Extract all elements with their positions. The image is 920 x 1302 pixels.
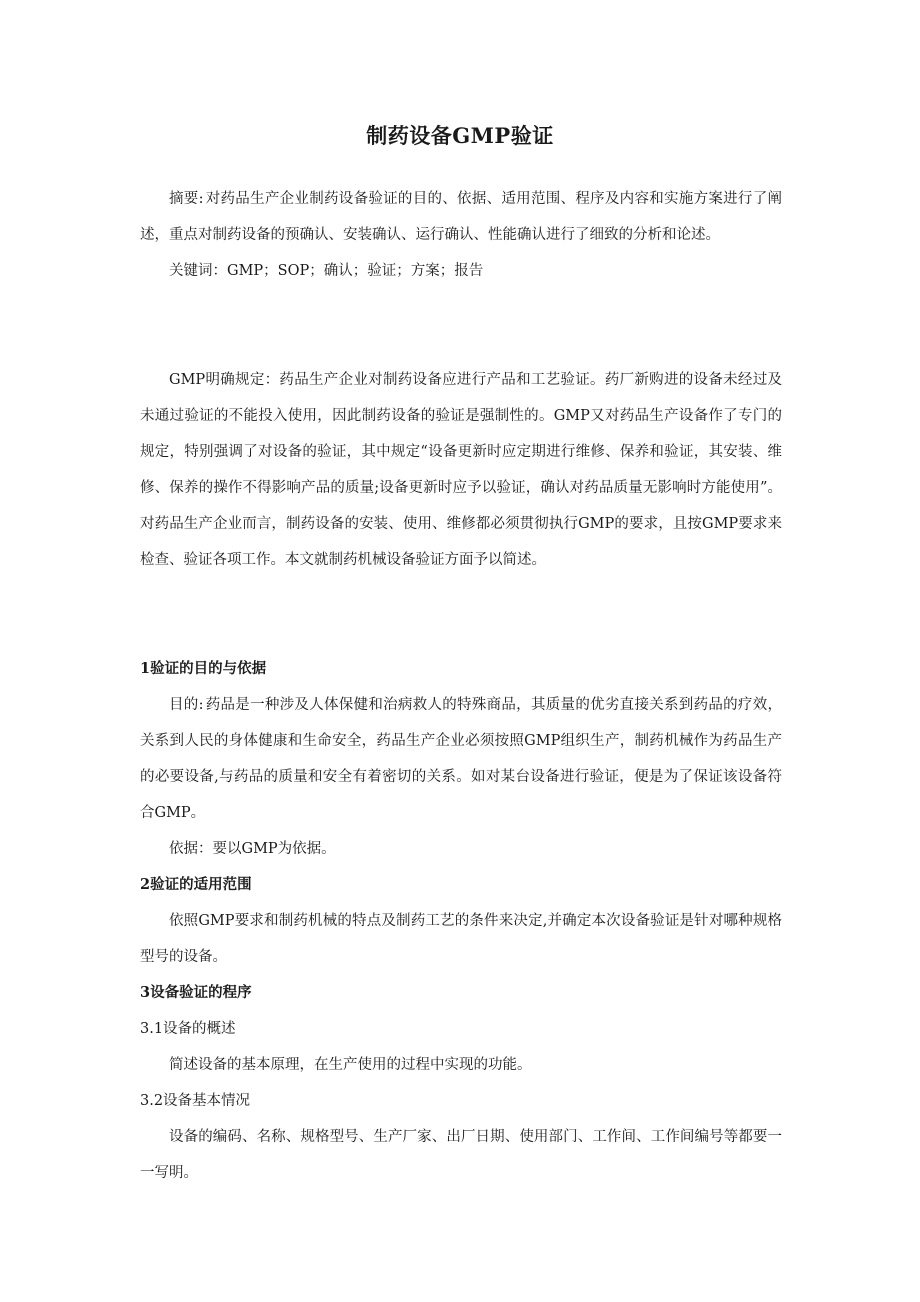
keywords-paragraph: 关键词：GMP；SOP；确认；验证；方案；报告 <box>169 263 484 279</box>
section-2-heading: 2验证的适用范围 <box>140 876 252 893</box>
section-3-1-heading: 3.1设备的概述 <box>140 1021 236 1037</box>
section-3-heading: 3设备验证的程序 <box>140 984 252 1001</box>
section-3-2-heading: 3.2设备基本情况 <box>140 1093 251 1109</box>
section-1-heading: 1验证的目的与依据 <box>140 660 267 677</box>
intro-block <box>140 362 782 578</box>
basic-info-paragraph: 设备的编码、名称、规格型号、生产厂家、出厂日期、使用部门、工作间、工作间编号等都要一一写明。 <box>140 1129 782 1181</box>
abstract-block <box>140 181 782 289</box>
intro-paragraph: GMP明确规定：药品生产企业对制药设备应进行产品和工艺验证。药厂新购进的设备未经过及未通过验证的不能投入使用，因此制药设备的验证是强制性的。GMP又对药品生产设备作了专门的规定，特别强调了对设备的验证，其中规定“设备更新时应定期进行维修、保养和验证，其安装、维修、保养的操作不得影响产品的质量;设备更新时应予以验证，确认对药品质量无影响时方能使用”。对药品生产企业而言，制药设备的安装、使用、维修都必须贯彻执行GMP的要求，且按GMP要求来检查、验证各项工作。本文就制药机械设备验证方面予以简述。 <box>140 372 782 568</box>
abstract-label: 摘要: <box>169 191 204 207</box>
sections-block <box>140 651 782 1191</box>
overview-paragraph: 简述设备的基本原理，在生产使用的过程中实现的功能。 <box>169 1057 532 1073</box>
abstract-text: 对药品生产企业制药设备验证的目的、依据、适用范围、程序及内容和实施方案进行了阐述，重点对制药设备的预确认、安装确认、运行确认、性能确认进行了细致的分析和论述。 <box>140 191 782 243</box>
purpose-text: 药品是一种涉及人体保健和治病救人的特殊商品，其质量的优劣直接关系到药品的疗效，关系到人民的身体健康和生命安全，药品生产企业必须按照GMP组织生产，制药机械作为药品生产的必要设备,与药品的质量和安全有着密切的关系。如对某台设备进行验证，便是为了保证该设备符合GMP。 <box>140 697 782 821</box>
abstract-paragraph <box>140 181 782 253</box>
scope-paragraph: 依照GMP要求和制药机械的特点及制药工艺的条件来决定,并确定本次设备验证是针对哪种规格型号的设备。 <box>140 913 782 965</box>
document-title: 制药设备GMP验证 <box>366 123 554 148</box>
purpose-paragraph <box>140 687 782 831</box>
basis-paragraph: 依据：要以GMP为依据。 <box>169 841 336 857</box>
purpose-label: 目的: <box>169 697 204 713</box>
